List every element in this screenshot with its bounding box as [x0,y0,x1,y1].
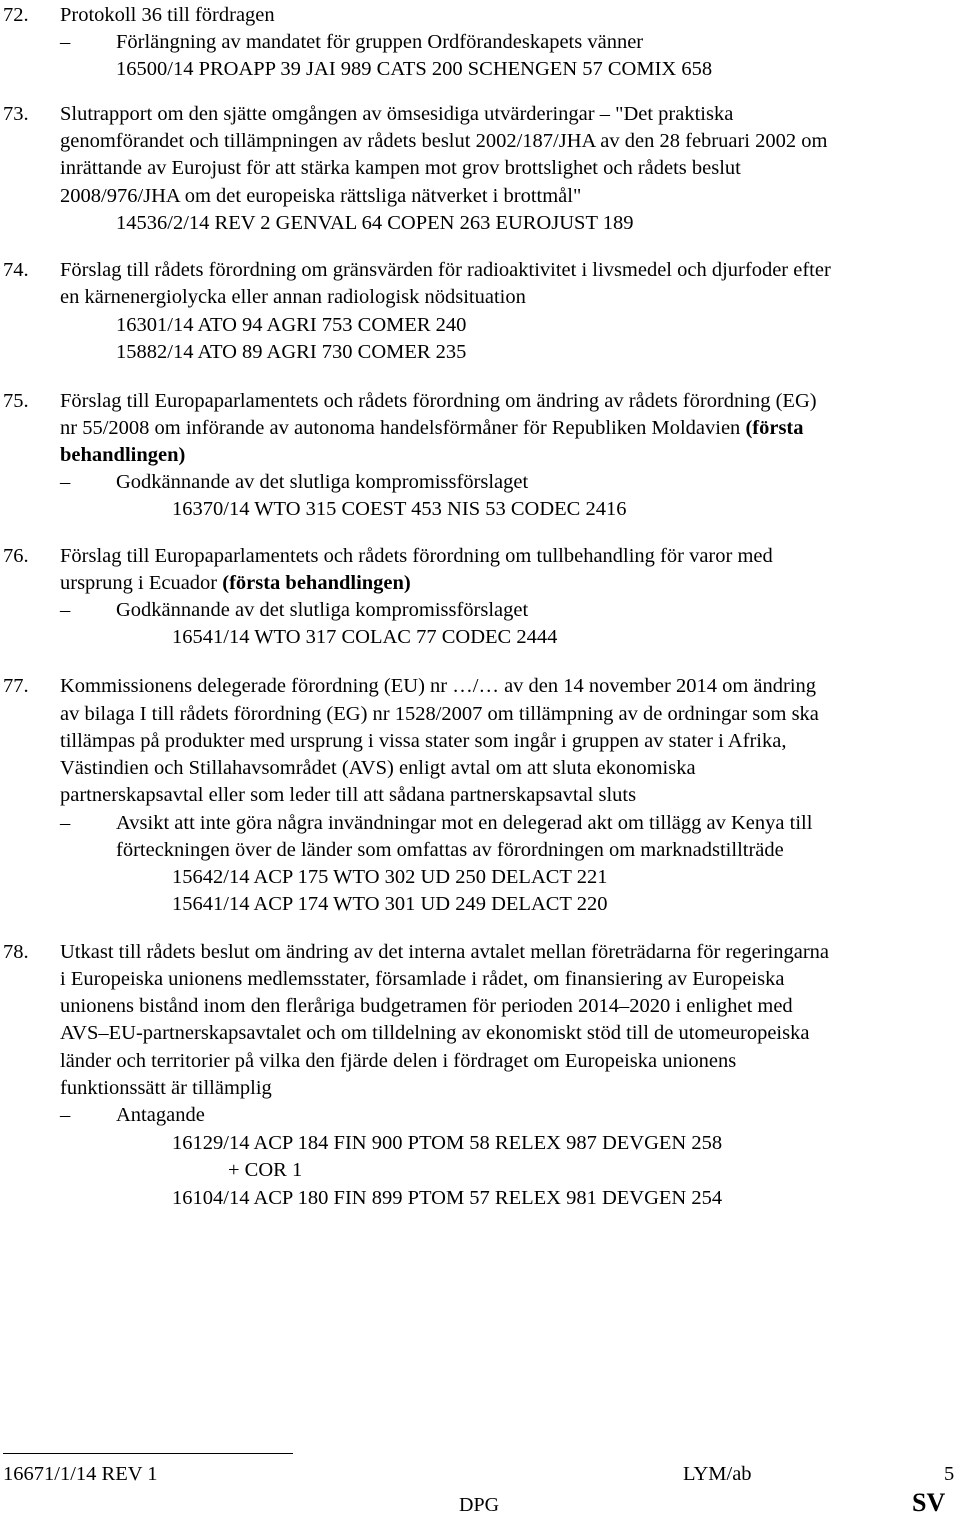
footer-language: SV [912,1488,946,1517]
item-title-line: inrättande av Eurojust för att stärka kampen mot grov brottslighet och rådets beslut [60,157,741,179]
item-number: 77. [3,675,29,697]
item-title-line: nr 55/2008 om införande av autonoma handelsförmåner för Republiken Moldavien (första [60,417,804,439]
item-number: 74. [3,259,29,281]
footer-department: DPG [459,1494,500,1516]
item-title-line: Förslag till Europaparlamentets och rådets förordning om tullbehandling för varor med [60,545,773,567]
dash-symbol: – [60,812,71,834]
reading-label: behandlingen) [60,444,186,466]
item-title-line: i Europeiska unionens medlemsstater, församlade i rådet, om finansiering av Europeiska [60,968,785,990]
item-title-line: 2008/976/JHA om det europeiska rättsliga nätverket i brottmål" [60,185,582,207]
doc-reference: 16541/14 WTO 317 COLAC 77 CODEC 2444 [172,626,558,648]
item-title-line: Förslag till Europaparlamentets och rådets förordning om ändring av rådets förordning (EG) [60,390,817,412]
item-title-line: en kärnenergiolycka eller annan radiologisk nödsituation [60,286,526,308]
item-number: 76. [3,545,29,567]
item-title-line: länder och territorier på vilka den fjärde delen i fördraget om Europeiska unionens [60,1050,737,1072]
doc-reference: 14536/2/14 REV 2 GENVAL 64 COPEN 263 EUROJUST 189 [116,212,634,234]
item-title-line: genomförandet och tillämpningen av rådets beslut 2002/187/JHA av den 28 februari 2002 om [60,130,828,152]
footer-rule [3,1453,293,1454]
item-number: 75. [3,390,29,412]
item-action: Godkännande av det slutliga kompromissförslaget [116,599,529,621]
item-title-line: Västindien och Stillahavsområdet (AVS) enligt avtal om att sluta ekonomiska [60,757,696,779]
item-action: Godkännande av det slutliga kompromissförslaget [116,471,529,493]
doc-reference: 15641/14 ACP 174 WTO 301 UD 249 DELACT 220 [172,893,608,915]
item-title-line: Slutrapport om den sjätte omgången av ömsesidiga utvärderingar – "Det praktiska [60,103,734,125]
item-title-line: ursprung i Ecuador (första behandlingen) [60,572,411,594]
item-number: 73. [3,103,29,125]
doc-reference: 16301/14 ATO 94 AGRI 753 COMER 240 [116,314,467,336]
doc-reference: 16370/14 WTO 315 COEST 453 NIS 53 CODEC 2416 [172,498,627,520]
dash-symbol: – [60,599,71,621]
item-title-line: funktionssätt är tillämplig [60,1077,272,1099]
item-action: Avsikt att inte göra några invändningar mot en delegerad akt om tillägg av Kenya till [116,812,813,834]
doc-reference: 16129/14 ACP 184 FIN 900 PTOM 58 RELEX 987 DEVGEN 258 [172,1132,723,1154]
reading-label: (första [740,417,804,439]
dash-symbol: – [60,471,71,493]
item-number: 72. [3,4,29,26]
item-title-line: Kommissionens delegerade förordning (EU) nr …/… av den 14 november 2014 om ändring [60,675,817,697]
item-number: 78. [3,941,29,963]
item-title-line: tillämpas på produkter med ursprung i vissa stater som ingår i gruppen av stater i Afrika, [60,730,787,752]
item-action: Antagande [116,1104,205,1126]
doc-reference-corrigendum: + COR 1 [228,1159,303,1181]
doc-reference: 15882/14 ATO 89 AGRI 730 COMER 235 [116,341,467,363]
dash-symbol: – [60,31,71,53]
doc-reference: 16500/14 PROAPP 39 JAI 989 CATS 200 SCHENGEN 57 COMIX 658 [116,58,713,80]
item-title-line: unionens bistånd inom den fleråriga budgetramen för perioden 2014–2020 i enlighet med [60,995,793,1017]
item-action: förteckningen över de länder som omfattas av förordningen om marknadstillträde [116,839,784,861]
item-title-line: Utkast till rådets beslut om ändring av det interna avtalet mellan företrädarna för regeringarna [60,941,830,963]
footer-doc-ref: 16671/1/14 REV 1 [3,1463,158,1485]
footer-initials: LYM/ab [683,1463,752,1485]
doc-reference: 16104/14 ACP 180 FIN 899 PTOM 57 RELEX 981 DEVGEN 254 [172,1187,723,1209]
item-title-line: Förslag till rådets förordning om gränsvärden för radioaktivitet i livsmedel och djurfoder efter [60,259,831,281]
item-title: Protokoll 36 till fördragen [60,4,275,26]
item-title-line: partnerskapsavtal eller som leder till att sådana partnerskapsavtal sluts [60,784,637,806]
item-title-line: av bilaga I till rådets förordning (EG) nr 1528/2007 om tillämpning av de ordningar som ska [60,703,819,725]
item-title-line: AVS–EU-partnerskapsavtalet och om tilldelning av ekonomiskt stöd till de utomeuropeiska [60,1022,810,1044]
item-action: Förlängning av mandatet för gruppen Ordförandeskapets vänner [116,31,644,53]
dash-symbol: – [60,1104,71,1126]
doc-reference: 15642/14 ACP 175 WTO 302 UD 250 DELACT 221 [172,866,608,888]
reading-label: (första behandlingen) [217,572,411,594]
footer-page-number: 5 [944,1463,955,1485]
